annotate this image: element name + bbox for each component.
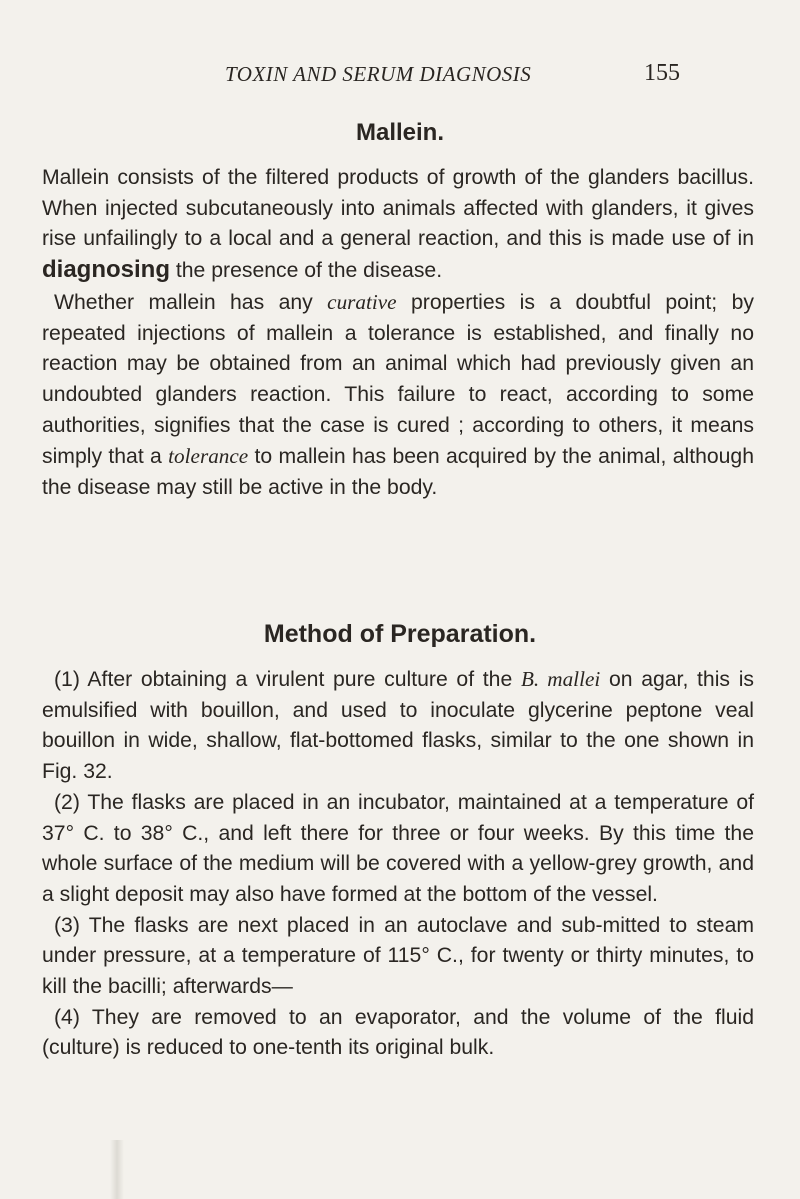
text-run: (1) After obtaining a virulent pure culture of the [54, 668, 521, 691]
running-head: TOXIN AND SERUM DIAGNOSIS [225, 62, 532, 86]
italic-word: B. mallei [520, 667, 601, 691]
page-number: 155 [644, 60, 680, 86]
text-run: on agar, this is emulsified with bouillon, and used to inoculate glycerine peptone veal bouillon in wide, shallow, flat-bottomed flasks, similar to the one shown in Fig. 32. [42, 668, 754, 784]
method-body [42, 664, 754, 1064]
italic-word: curative [327, 289, 397, 314]
step-paragraph: (3) The flasks are next placed in an autoclave and sub-mitted to steam under pressure, at a temperature of 115° C., for twenty or thirty minutes, to kill the bacilli; afterwards— [42, 913, 754, 999]
step-paragraph: (2) The flasks are placed in an incubator, maintained at a temperature of 37° C. to 38° C., and left there for three or four weeks. By this time the whole surface of the medium will be covered with a yellow-grey growth, and a slight deposit may also have formed at the bottom of the vessel. [42, 790, 754, 906]
paragraph [42, 163, 754, 287]
text-run: the presence of the disease. [170, 259, 443, 283]
page-shadow [110, 1140, 124, 1199]
emphasized-word: diagnosing [42, 256, 170, 284]
step-paragraph [42, 664, 754, 788]
mallein-body [42, 163, 754, 504]
text-run: Mallein consists of the filtered products of growth of the glanders bacillus. When injected subcutaneously into animals affected with glanders, it gives rise unfailingly to a local and a general reaction, and this is made use of in [42, 166, 754, 251]
italic-word: tolerance [168, 444, 249, 469]
text-run: to mallein has been acquired by the animal, although the disease may still be active in the body. [42, 445, 754, 500]
section-heading-method: Method of Preparation. [263, 620, 537, 648]
step-paragraph: (4) They are removed to an evaporator, and the volume of the fluid (culture) is reduced to one-tenth its original bulk. [42, 1005, 754, 1060]
text-run: Whether mallein has any [54, 290, 328, 314]
paragraph [42, 287, 754, 504]
page-header [120, 58, 680, 92]
section-heading-mallein: Mallein. [355, 119, 445, 146]
text-run: properties is a doubtful point; by repeated injections of mallein a tolerance is established, and finally no reaction may be obtained from an animal which had previously given an undoubted glanders reaction. This failure to react, according to some authorities, signifies that the case is cured ; according to others, it means simply that a [42, 290, 754, 469]
